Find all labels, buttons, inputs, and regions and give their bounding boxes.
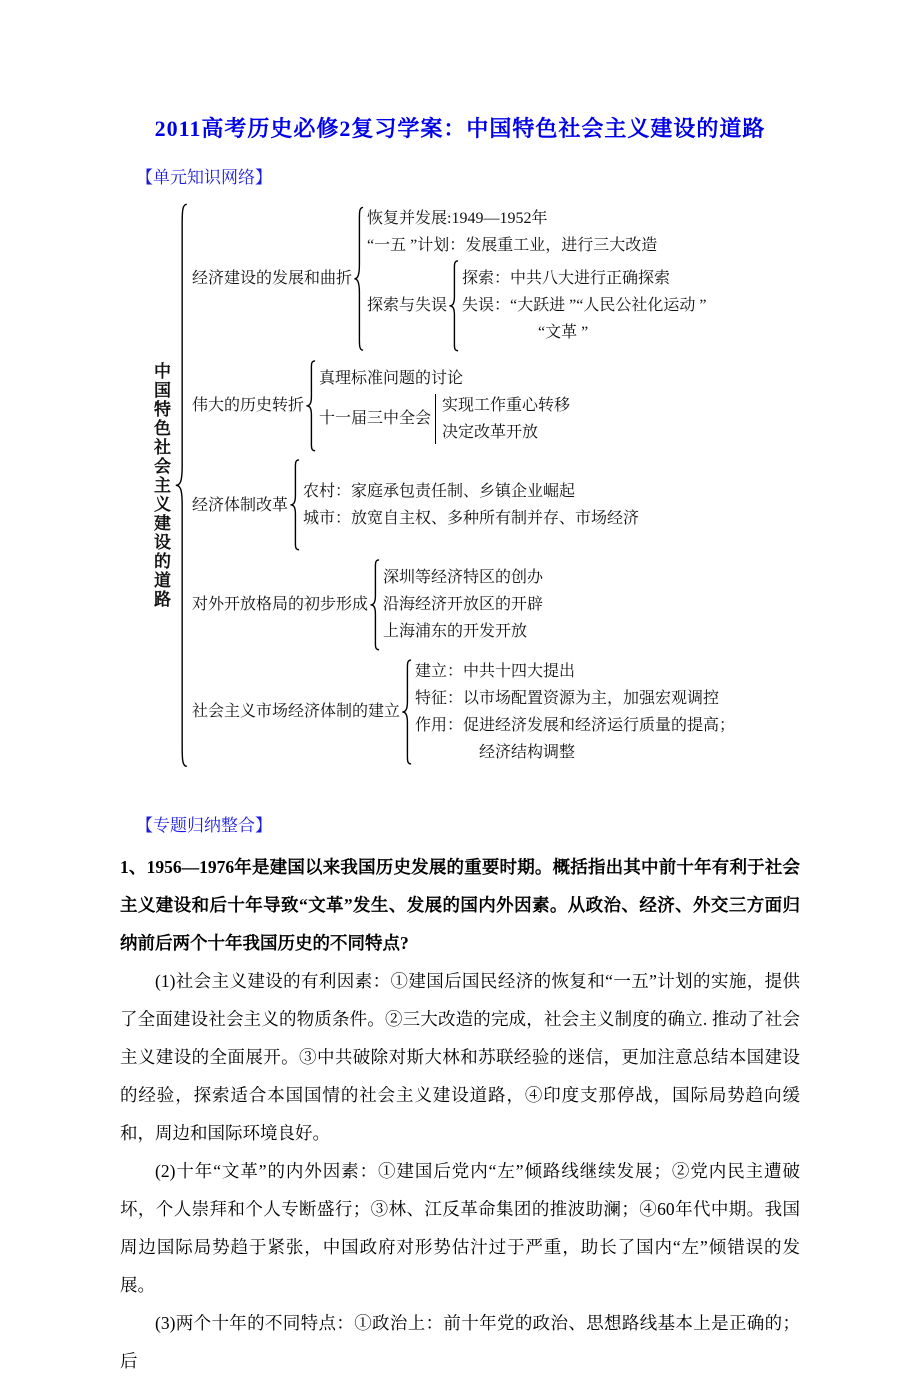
- branch-great-turning-point: [192, 359, 735, 453]
- branch-market-economy-system: [192, 658, 735, 766]
- diagram-line: 恢复并发展:1949—1952年: [367, 210, 548, 227]
- branch-label: 对外开放格局的初步形成: [192, 596, 369, 614]
- diagram-root-label: 中国特色社会主义建设的道路: [151, 361, 170, 609]
- branch-items: [383, 564, 543, 645]
- diagram-branches: [192, 202, 735, 769]
- section-header-topic-summary: 【专题归纳整合】: [136, 815, 272, 835]
- left-brace-icon: [401, 659, 412, 765]
- left-brace-icon: [353, 206, 364, 352]
- branch-economic-system-reform: [192, 458, 735, 552]
- vertical-bar-icon: [435, 394, 436, 444]
- diagram-line: 失误：“大跃进 ”“人民公社化运动 ”: [462, 297, 707, 315]
- diagram-line: 上海浦东的开发开放: [383, 623, 528, 641]
- left-brace-icon: [174, 202, 188, 769]
- left-brace-icon: [305, 360, 316, 452]
- diagram-line: “一五 ”计划：发展重工业，进行三大改造: [367, 237, 658, 254]
- diagram-line: 实现工作重心转移: [442, 396, 571, 414]
- branch-label: 伟大的历史转折: [192, 396, 305, 414]
- branch-items: [367, 205, 706, 353]
- diagram-line: 城市：放宽自主权、多种所有制并存、市场经济: [303, 510, 640, 528]
- diagram-line: 建立：中共十四大提出: [415, 662, 576, 680]
- branch-label: 经济体制改革: [192, 496, 289, 514]
- subbranch-items: [462, 265, 706, 346]
- page-title: 2011高考历史必修2复习学案：中国特色社会主义建设的道路: [154, 116, 766, 141]
- branch-opening-up-pattern: [192, 558, 735, 652]
- diagram-line: 真理标准问题的讨论: [319, 369, 464, 387]
- subbranch-exploration-mistakes: [367, 259, 706, 353]
- diagram-line: 探索：中共八大进行正确探索: [462, 270, 671, 288]
- left-brace-icon: [289, 459, 300, 551]
- branch-label: 经济建设的发展和曲折: [192, 270, 353, 288]
- branch-items: [303, 478, 639, 532]
- left-brace-icon: [369, 559, 380, 651]
- diagram-line: 沿海经济开放区的开辟: [383, 596, 544, 614]
- diagram-line: 深圳等经济特区的创办: [383, 569, 544, 587]
- diagram-line: 农村：家庭承包责任制、乡镇企业崛起: [303, 483, 576, 501]
- left-brace-icon: [448, 260, 459, 352]
- subbranch-third-plenary-session: [319, 392, 570, 446]
- diagram-root-branch: [148, 202, 920, 769]
- answer-paragraph-1: (1)社会主义建设的有利因素：①建国后国民经济的恢复和“一五”计划的实施，提供了全面建设社会主义的物质条件。②三大改造的完成，社会主义制度的确立. 推动了社会主义建设的全面展开。③中共破除对斯大林和苏联经验的迷信，更加注意总结本国建设的经验，探索适合本国国情的社会主义建设道路，④印度支那停战，国际局势趋向缓和，周边和国际环境良好。: [120, 970, 800, 1143]
- subbranch-label: 十一届三中全会: [319, 410, 432, 428]
- answer-paragraph-3: (3)两个十年的不同特点：①政治上：前十年党的政治、思想路线基本上是正确的；后: [120, 1312, 800, 1371]
- branch-economic-construction: [192, 205, 735, 353]
- diagram-line: 作用：促进经济发展和经济运行质量的提高；: [415, 716, 736, 734]
- knowledge-network-diagram: [148, 202, 920, 769]
- answer-paragraph-2: (2)十年“文革”的内外因素：①建国后党内“左”倾路线继续发展；②党内民主遭破坏，个人崇拜和个人专断盛行；③林、江反革命集团的推波助澜；④60年代中期。我国周边国际局势趋于紧张，中国政府对形势估汁过于严重，助长了国内“左”倾错误的发展。: [120, 1160, 800, 1295]
- diagram-line: 决定改革开放: [442, 423, 539, 441]
- diagram-line-continuation: 经济结构调整: [479, 743, 576, 761]
- section-header-knowledge-network: 【单元知识网络】: [136, 168, 272, 187]
- diagram-line: 特征：以市场配置资源为主，加强宏观调控: [415, 689, 720, 707]
- diagram-line-continuation: “文革 ”: [538, 324, 589, 342]
- subbranch-items: [442, 392, 570, 446]
- question-paragraph: 1、1956—1976年是建国以来我国历史发展的重要时期。概括指出其中前十年有利于社会主义建设和后十年导致“文革”发生、发展的国内外因素。从政治、经济、外交三方面归纳前后两个十年我国历史的不同特点?: [120, 856, 800, 953]
- branch-label: 社会主义市场经济体制的建立: [192, 703, 401, 721]
- branch-items: [415, 658, 735, 766]
- branch-items: [319, 365, 570, 446]
- subbranch-label: 探索与失误: [367, 297, 448, 315]
